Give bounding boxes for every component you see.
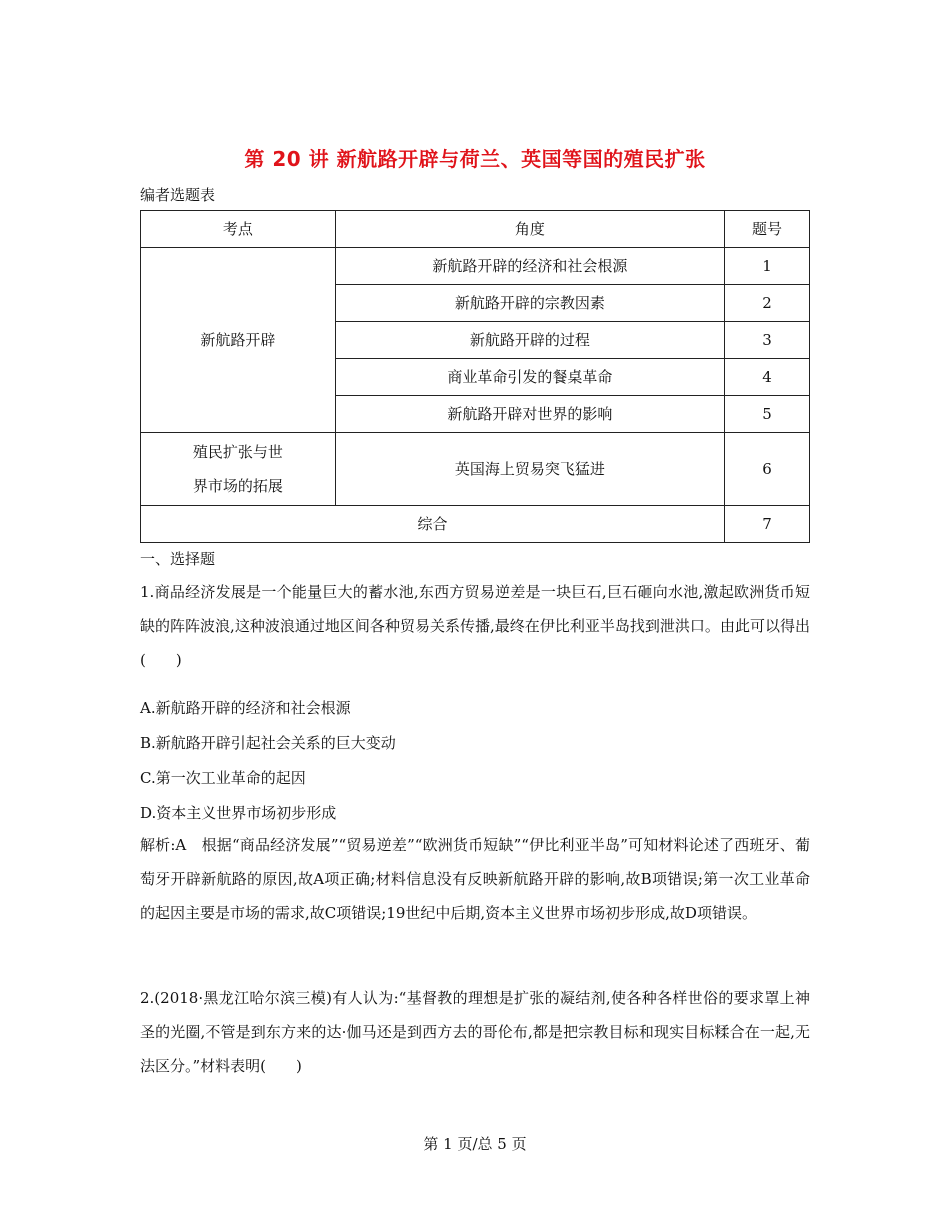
topic-line: 界市场的拓展: [192, 477, 283, 495]
page-title: 第 20 讲 新航路开辟与荷兰、英国等国的殖民扩张: [244, 147, 706, 171]
question-1-analysis: 解析:A 根据“商品经济发展”“贸易逆差”“欧洲货币短缺”“伊比利亚半岛”可知材料论述了西班牙、葡萄牙开辟新航路的原因,故A项正确;材料信息没有反映新航路开辟的影响,故B项错误;第一次工业革命的起因主要是市场的需求,故C项错误;19世纪中后期,资本主义世界市场初步形成,故D项错误。: [140, 836, 810, 922]
topic-cell: 新航路开辟: [141, 248, 336, 433]
table-row: [141, 433, 810, 506]
number-cell: 5: [725, 396, 810, 433]
question-1-option-a: A.新航路开辟的经济和社会根源: [140, 699, 351, 717]
summary-cell: 综合: [141, 506, 725, 543]
angle-cell: 新航路开辟的宗教因素: [335, 285, 724, 322]
number-cell: 2: [725, 285, 810, 322]
topic-cell: [141, 433, 336, 506]
page-footer: 第 1 页/总 5 页: [423, 1135, 527, 1153]
question-1-stem: 1.商品经济发展是一个能量巨大的蓄水池,东西方贸易逆差是一块巨石,巨石砸向水池,激起欧洲货币短缺的阵阵波浪,这种波浪通过地区间各种贸易关系传播,最终在伊比利亚半岛找到泄洪口。由此可以得出( ): [140, 583, 810, 669]
question-1-option-d: D.资本主义世界市场初步形成: [140, 804, 337, 822]
table-header-row: [141, 211, 810, 248]
question-1-option-b: B.新航路开辟引起社会关系的巨大变动: [140, 734, 396, 752]
table-row: [141, 506, 810, 543]
angle-cell: 商业革命引发的餐桌革命: [335, 359, 724, 396]
number-cell: 6: [725, 433, 810, 506]
section-heading: 一、选择题: [140, 550, 216, 568]
number-cell: 3: [725, 322, 810, 359]
table-row: [141, 248, 810, 285]
angle-cell: 新航路开辟对世界的影响: [335, 396, 724, 433]
header-topic: 考点: [141, 211, 336, 248]
topic-selection-table: [140, 210, 810, 543]
angle-cell: 英国海上贸易突飞猛进: [335, 433, 724, 506]
angle-cell: 新航路开辟的过程: [335, 322, 724, 359]
header-angle: 角度: [335, 211, 724, 248]
header-number: 题号: [725, 211, 810, 248]
number-cell: 1: [725, 248, 810, 285]
topic-line: 殖民扩张与世: [192, 443, 283, 461]
table-caption: 编者选题表: [140, 186, 216, 204]
question-1-option-c: C.第一次工业革命的起因: [140, 769, 306, 787]
number-cell: 7: [725, 506, 810, 543]
question-2-stem: 2.(2018·黑龙江哈尔滨三模)有人认为:“基督教的理想是扩张的凝结剂,使各种各样世俗的要求罩上神圣的光圈,不管是到东方来的达·伽马还是到西方去的哥伦布,都是把宗教目标和现实目标糅合在一起,无法区分。”材料表明( ): [140, 989, 810, 1075]
number-cell: 4: [725, 359, 810, 396]
angle-cell: 新航路开辟的经济和社会根源: [335, 248, 724, 285]
